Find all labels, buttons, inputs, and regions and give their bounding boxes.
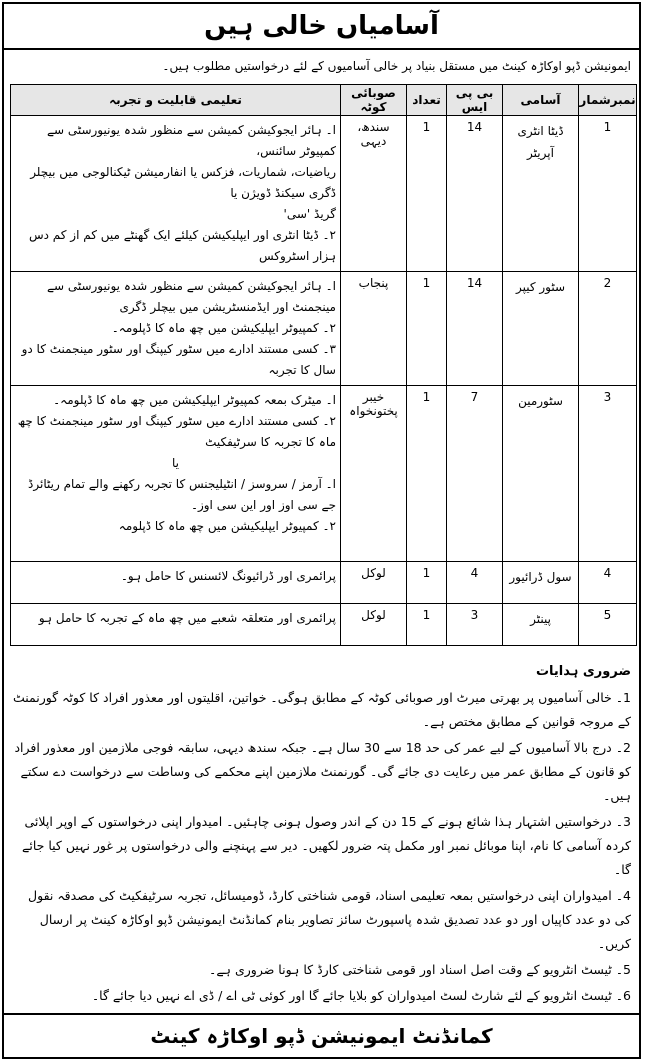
instruction-item: 1۔ خالی آسامیوں پر بھرتی میرٹ اور صوبائی کوٹہ کے مطابق ہوگی۔ خواتین، اقلیتوں اور معذور افراد کا کوٹہ گورنمنٹ کے مروجہ قوانین کے مطابق مختص ہے۔ bbox=[12, 690, 631, 729]
qualification-line: ۲۔ کمپیوٹر ایپلیکیشن میں چھ ماہ کا ڈپلومہ bbox=[118, 519, 336, 533]
row-post: سول ڈرائیور bbox=[503, 562, 579, 604]
qualification-line: ۲۔ کسی مستند ادارے میں سٹور کیپنگ اور سٹور مینجمنٹ کا چھ ماہ کا تجربہ کا سرٹیفکیٹ bbox=[17, 414, 336, 449]
qualification-line: پرائمری اور متعلقہ شعبے میں چھ ماہ کے تجربہ کا حامل ہو bbox=[38, 611, 336, 625]
row-count: 1 bbox=[407, 604, 447, 646]
row-domicile: سندھ، دیہی bbox=[341, 116, 407, 272]
qualification-line: ۲۔ کمپیوٹر ایپلیکیشن میں چھ ماہ کا ڈپلومہ۔ bbox=[111, 321, 336, 335]
table-row bbox=[11, 386, 637, 562]
qualification-line: ۳۔ کسی مستند ادارے میں سٹور کیپنگ اور سٹور مینجمنٹ کا دو سال کا تجربہ bbox=[21, 342, 336, 377]
row-domicile: لوکل bbox=[341, 604, 407, 646]
header-num: نمبرشمار bbox=[579, 85, 637, 116]
row-num: 2 bbox=[579, 272, 637, 386]
instructions-section bbox=[12, 660, 631, 1010]
row-count: 1 bbox=[407, 116, 447, 272]
table-row bbox=[11, 562, 637, 604]
row-domicile: خیبر پختونخواہ bbox=[341, 386, 407, 562]
row-post: پینٹر bbox=[503, 604, 579, 646]
row-bps: 4 bbox=[447, 562, 503, 604]
table-row bbox=[11, 272, 637, 386]
instructions-heading: ضروری ہدایات bbox=[535, 664, 631, 679]
qualification-line: ا۔ ہائر ایجوکیشن کمیشن سے منظور شدہ یونیورسٹی سے مینجمنٹ اور ایڈمنسٹریشن میں بیچلر ڈگری bbox=[46, 279, 336, 314]
row-bps: 14 bbox=[447, 116, 503, 272]
row-domicile: لوکل bbox=[341, 562, 407, 604]
qualification-line: ا۔ میٹرک بمعہ کمپیوٹر ایپلیکیشن میں چھ ماہ کا ڈپلومہ۔ bbox=[53, 393, 336, 407]
row-num: 3 bbox=[579, 386, 637, 562]
qualification-line: ۲۔ ڈیٹا انٹری اور ایپلیکیشن کیلئے ایک گھنٹے میں کم از کم دس ہزار اسٹروکس bbox=[28, 228, 336, 263]
row-post: سٹور کیپر bbox=[503, 272, 579, 386]
table-header-row bbox=[11, 85, 637, 116]
vacancies-table bbox=[10, 84, 637, 646]
instruction-item: 6۔ ٹیسٹ انٹرویو کے لئے شارٹ لسٹ امیدواران کو بلایا جائے گا اور کوئی ٹی اے / ڈی اے نہیں دیا جائے گا۔ bbox=[91, 988, 631, 1003]
row-qualification bbox=[11, 604, 341, 646]
row-bps: 3 bbox=[447, 604, 503, 646]
row-post: سٹورمین bbox=[503, 386, 579, 562]
header-count: تعداد bbox=[407, 85, 447, 116]
row-qualification bbox=[11, 386, 341, 562]
row-num: 5 bbox=[579, 604, 637, 646]
instruction-item: 3۔ درخواستیں اشتہار ہذا شائع ہونے کے 15 دن کے اندر وصول ہونی چاہئیں۔ امیدوار اپنی درخواستوں کے اوپر اپلائی کردہ آسامی کا نام، اپنا موبائل نمبر اور مکمل پتہ ضرور لکھیں۔ دیر سے پہنچنے والی درخواستوں پر غور نہیں کیا جائے گا۔ bbox=[22, 814, 631, 877]
row-bps: 7 bbox=[447, 386, 503, 562]
row-qualification bbox=[11, 562, 341, 604]
qualification-line: ا۔ آرمز / سروسز / انٹیلیجنس کا تجربہ رکھنے والے تمام ریٹائرڈ جے سی اوز اور این سی اوز۔ bbox=[28, 477, 336, 512]
header-domicile: صوبائی کوٹہ bbox=[341, 85, 407, 116]
row-count: 1 bbox=[407, 562, 447, 604]
qualification-line: گریڈ 'سی' bbox=[283, 207, 336, 221]
advertisement-page bbox=[2, 2, 641, 1059]
table-row bbox=[11, 604, 637, 646]
row-bps: 14 bbox=[447, 272, 503, 386]
instruction-item: 2۔ درج بالا آسامیوں کے لیے عمر کی حد 18 سے 30 سال ہے۔ جبکہ سندھ دیہی، سابقہ فوجی ملازمین اور معذور افراد کو قانون کے مطابق عمر میں رعایت دی جائے گی۔ گورنمنٹ ملازمین اپنے محکمے کی وساطت سے درخواست دے سکتے ہیں۔ bbox=[14, 740, 631, 803]
row-domicile: پنجاب bbox=[341, 272, 407, 386]
qualification-line: ا۔ ہائر ایجوکیشن کمیشن سے منظور شدہ یونیورسٹی سے کمپیوٹر سائنس، bbox=[46, 123, 336, 158]
instruction-item: 4۔ امیدواران اپنی درخواستیں بمعہ تعلیمی اسناد، قومی شناختی کارڈ، ڈومیسائل، تجربہ سرٹیفکیٹ کی مصدقہ نقول کی دو عدد کاپیاں اور دو عدد تصدیق شدہ پاسپورٹ سائز تصاویر بنام کمانڈنٹ ایمونیشن ڈپو اوکاڑہ کینٹ پر ارسال کریں۔ bbox=[28, 888, 631, 951]
qualification-or: یا bbox=[172, 456, 179, 470]
instruction-item: 5۔ ٹیسٹ انٹرویو کے وقت اصل اسناد اور قومی شناختی کارڈ کا ہونا ضروری ہے۔ bbox=[209, 962, 631, 977]
row-num: 1 bbox=[579, 116, 637, 272]
qualification-line: ریاضیات، شماریات، فزکس یا انفارمیشن ٹیکنالوجی میں بیچلر ڈگری سیکنڈ ڈویژن یا bbox=[30, 165, 336, 200]
row-qualification bbox=[11, 272, 341, 386]
intro-text: ایمونیشن ڈپو اوکاڑہ کینٹ میں مستقل بنیاد پر خالی آسامیوں کے لئے درخواستیں مطلوب ہیں۔ bbox=[162, 59, 631, 73]
signature-footer: کمانڈنٹ ایمونیشن ڈپو اوکاڑہ کینٹ bbox=[4, 1013, 639, 1057]
page-title: آسامیاں خالی ہیں bbox=[4, 4, 639, 50]
row-qualification bbox=[11, 116, 341, 272]
row-count: 1 bbox=[407, 272, 447, 386]
row-num: 4 bbox=[579, 562, 637, 604]
header-qualification: تعلیمی قابلیت و تجربہ bbox=[11, 85, 341, 116]
table-row bbox=[11, 116, 637, 272]
qualification-line: پرائمری اور ڈرائیونگ لائسنس کا حامل ہو۔ bbox=[120, 569, 336, 583]
header-post: آسامی bbox=[503, 85, 579, 116]
row-post: ڈیٹا انٹری آپریٹر bbox=[503, 116, 579, 272]
row-count: 1 bbox=[407, 386, 447, 562]
header-bps: بی پی ایس bbox=[447, 85, 503, 116]
